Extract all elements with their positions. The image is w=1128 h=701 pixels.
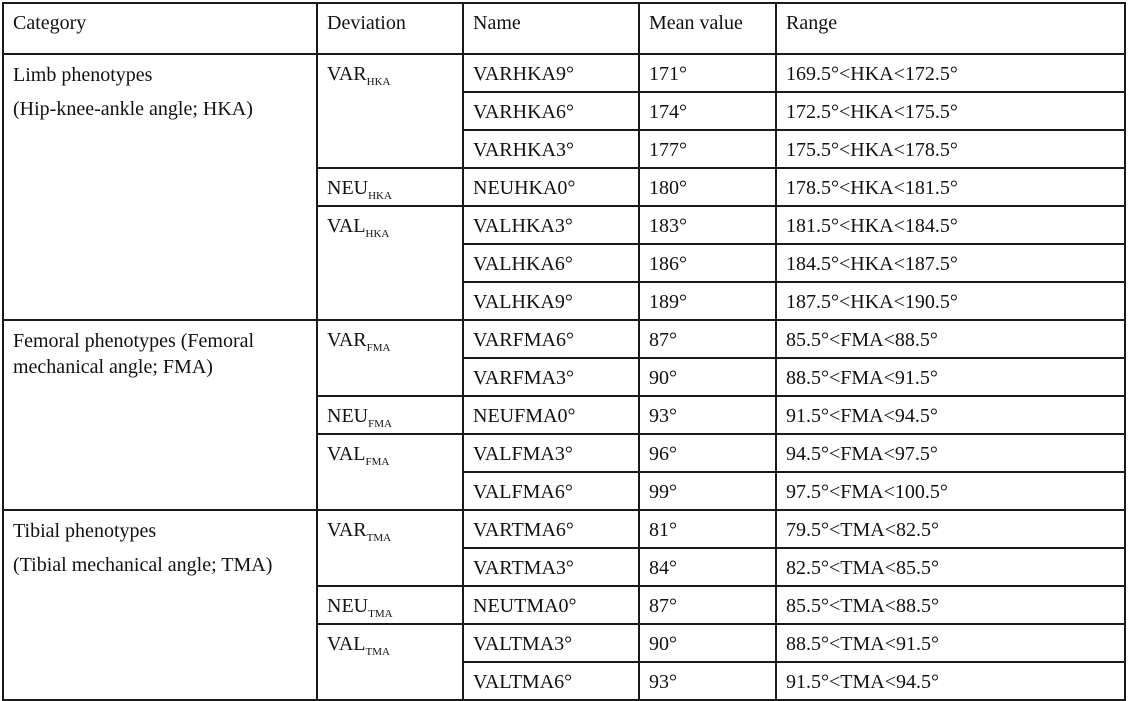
header-name: Name xyxy=(463,3,639,54)
deviation-cell xyxy=(317,510,463,586)
mean-value-cell: 99° xyxy=(639,472,776,510)
deviation-subscript: FMA xyxy=(368,418,392,430)
range-cell: 94.5°<FMA<97.5° xyxy=(776,434,1125,472)
category-name: Femoral phenotypes xyxy=(13,330,176,352)
deviation-subscript: TMA xyxy=(368,608,393,620)
range-cell: 85.5°<TMA<88.5° xyxy=(776,586,1125,624)
mean-value-cell: 84° xyxy=(639,548,776,586)
deviation-cell xyxy=(317,434,463,510)
range-cell: 85.5°<FMA<88.5° xyxy=(776,320,1125,358)
deviation-label: NEU xyxy=(327,595,369,617)
name-cell: VARHKA9° xyxy=(463,54,639,92)
range-cell: 187.5°<HKA<190.5° xyxy=(776,282,1125,320)
name-cell: VALTMA6° xyxy=(463,662,639,700)
deviation-label: NEU xyxy=(327,405,369,427)
table-row xyxy=(3,510,1125,548)
name-cell: VARFMA6° xyxy=(463,320,639,358)
deviation-cell xyxy=(317,54,463,168)
header-mean-value: Mean value xyxy=(639,3,776,54)
deviation-subscript: FMA xyxy=(365,456,390,468)
range-cell: 91.5°<FMA<94.5° xyxy=(776,396,1125,434)
range-cell: 169.5°<HKA<172.5° xyxy=(776,54,1125,92)
name-cell: VALHKA9° xyxy=(463,282,639,320)
range-cell: 181.5°<HKA<184.5° xyxy=(776,206,1125,244)
name-cell: VALHKA3° xyxy=(463,206,639,244)
deviation-subscript: HKA xyxy=(368,190,392,202)
range-cell: 88.5°<TMA<91.5° xyxy=(776,624,1125,662)
mean-value-cell: 180° xyxy=(639,168,776,206)
deviation-label: VAR xyxy=(327,519,367,541)
deviation-label: VAR xyxy=(327,63,367,85)
name-cell: VARHKA6° xyxy=(463,92,639,130)
deviation-label: VAL xyxy=(327,215,366,237)
name-cell: VALHKA6° xyxy=(463,244,639,282)
mean-value-cell: 90° xyxy=(639,624,776,662)
table-row xyxy=(3,54,1125,92)
category-name: Tibial phenotypes xyxy=(13,520,157,542)
name-cell: VARTMA3° xyxy=(463,548,639,586)
deviation-label: VAL xyxy=(327,633,366,655)
mean-value-cell: 186° xyxy=(639,244,776,282)
name-cell: VARHKA3° xyxy=(463,130,639,168)
category-cell xyxy=(3,320,317,510)
phenotype-table xyxy=(2,2,1126,701)
deviation-cell xyxy=(317,206,463,320)
name-cell: NEUFMA0° xyxy=(463,396,639,434)
deviation-subscript: HKA xyxy=(366,76,391,88)
table-body xyxy=(3,54,1125,700)
category-name: Limb phenotypes xyxy=(13,64,153,86)
deviation-cell xyxy=(317,624,463,700)
mean-value-cell: 171° xyxy=(639,54,776,92)
deviation-subscript: HKA xyxy=(365,228,390,240)
mean-value-cell: 189° xyxy=(639,282,776,320)
mean-value-cell: 96° xyxy=(639,434,776,472)
range-cell: 82.5°<TMA<85.5° xyxy=(776,548,1125,586)
mean-value-cell: 90° xyxy=(639,358,776,396)
header-deviation: Deviation xyxy=(317,3,463,54)
category-description: (Tibial mechanical angle; TMA) xyxy=(13,554,273,576)
deviation-cell xyxy=(317,320,463,396)
header-range: Range xyxy=(776,3,1125,54)
mean-value-cell: 81° xyxy=(639,510,776,548)
table-row xyxy=(3,320,1125,358)
category-cell xyxy=(3,510,317,700)
range-cell: 178.5°<HKA<181.5° xyxy=(776,168,1125,206)
mean-value-cell: 93° xyxy=(639,396,776,434)
name-cell: NEUHKA0° xyxy=(463,168,639,206)
name-cell: VALTMA3° xyxy=(463,624,639,662)
range-cell: 79.5°<TMA<82.5° xyxy=(776,510,1125,548)
category-cell xyxy=(3,54,317,320)
name-cell: VALFMA3° xyxy=(463,434,639,472)
mean-value-cell: 183° xyxy=(639,206,776,244)
mean-value-cell: 87° xyxy=(639,320,776,358)
name-cell: VARFMA3° xyxy=(463,358,639,396)
category-description: (Hip-knee-ankle angle; HKA) xyxy=(13,98,253,120)
deviation-subscript: TMA xyxy=(365,646,390,658)
deviation-label: VAL xyxy=(327,443,366,465)
deviation-cell xyxy=(317,586,463,624)
deviation-label: VAR xyxy=(327,329,367,351)
mean-value-cell: 174° xyxy=(639,92,776,130)
deviation-label: NEU xyxy=(327,177,369,199)
header-row xyxy=(3,3,1125,54)
deviation-subscript: FMA xyxy=(366,342,391,354)
header-category: Category xyxy=(3,3,317,54)
mean-value-cell: 87° xyxy=(639,586,776,624)
range-cell: 88.5°<FMA<91.5° xyxy=(776,358,1125,396)
deviation-subscript: TMA xyxy=(366,532,392,544)
deviation-cell xyxy=(317,396,463,434)
range-cell: 184.5°<HKA<187.5° xyxy=(776,244,1125,282)
mean-value-cell: 177° xyxy=(639,130,776,168)
name-cell: NEUTMA0° xyxy=(463,586,639,624)
name-cell: VARTMA6° xyxy=(463,510,639,548)
table-header xyxy=(3,3,1125,54)
name-cell: VALFMA6° xyxy=(463,472,639,510)
range-cell: 91.5°<TMA<94.5° xyxy=(776,662,1125,700)
range-cell: 97.5°<FMA<100.5° xyxy=(776,472,1125,510)
range-cell: 172.5°<HKA<175.5° xyxy=(776,92,1125,130)
range-cell: 175.5°<HKA<178.5° xyxy=(776,130,1125,168)
mean-value-cell: 93° xyxy=(639,662,776,700)
deviation-cell xyxy=(317,168,463,206)
category-description: (Femoral mechanical angle; FMA) xyxy=(13,330,255,378)
